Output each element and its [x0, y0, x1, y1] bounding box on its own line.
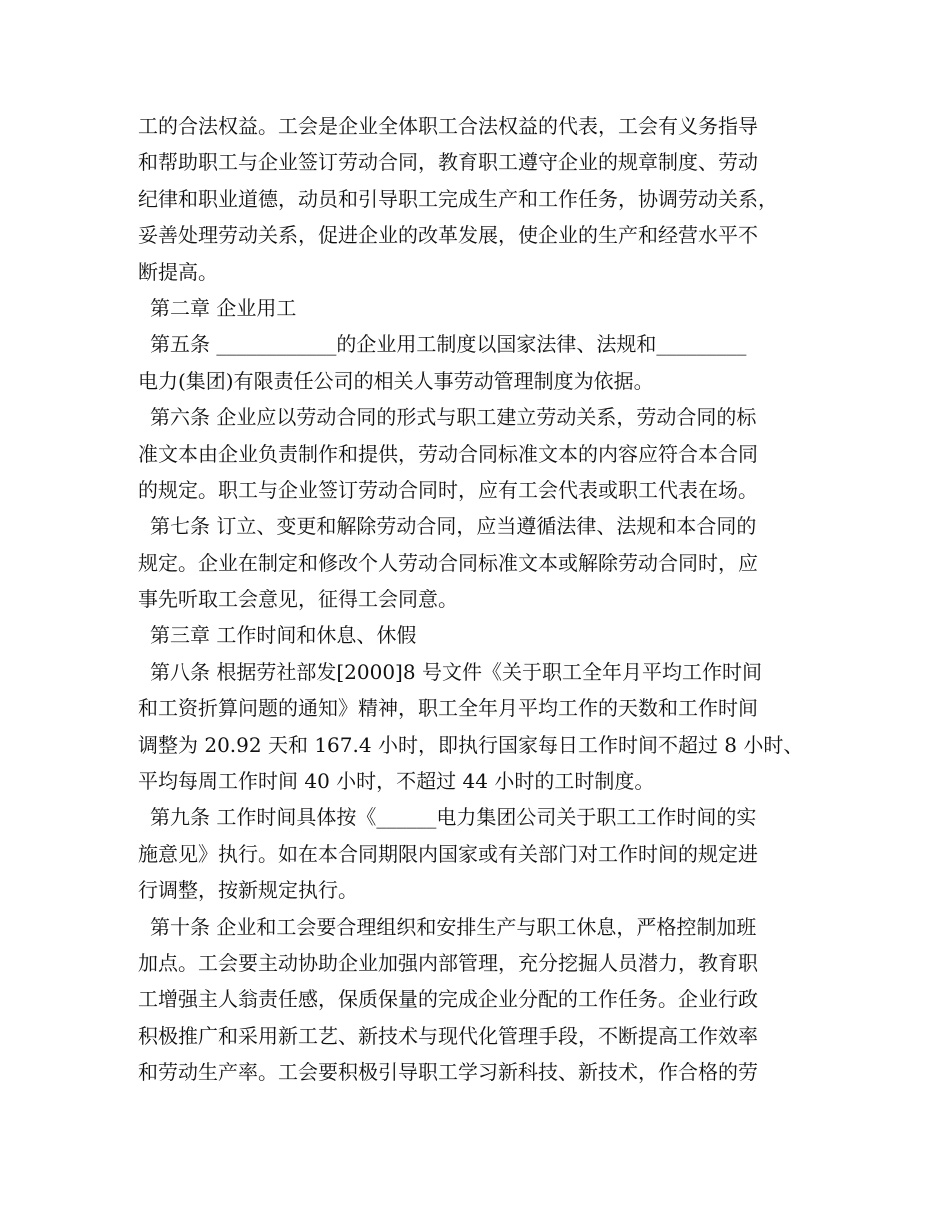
text-line: 第九条 工作时间具体按《______电力集团公司关于职工工作时间的实 [150, 805, 757, 830]
text-line: 第十条 企业和工会要合理组织和安排生产与职工休息，严格控制加班 [150, 914, 757, 939]
text-line: 调整为 20.92 天和 167.4 小时，即执行国家每日工作时间不超过 8 小时、 [138, 732, 804, 757]
document-body [138, 108, 828, 1091]
text-line: 事先听取工会意见，征得工会同意。 [138, 587, 458, 612]
text-line: 准文本由企业负责制作和提供，劳动合同标准文本的内容应符合本合同 [138, 441, 758, 466]
text-line: 第三章 工作时间和休息、休假 [150, 623, 417, 648]
text-line: 积极推广和采用新工艺、新技术与现代化管理手段，不断提高工作效率 [138, 1023, 758, 1048]
text-line: 妥善处理劳动关系，促进企业的改革发展，使企业的生产和经营水平不 [138, 223, 758, 248]
text-line: 行调整，按新规定执行。 [138, 878, 358, 903]
text-line: 第七条 订立、变更和解除劳动合同，应当遵循法律、法规和本合同的 [150, 514, 757, 539]
text-line: 第六条 企业应以劳动合同的形式与职工建立劳动关系，劳动合同的标 [150, 405, 757, 430]
text-line: 的规定。职工与企业签订劳动合同时，应有工会代表或职工代表在场。 [138, 477, 758, 502]
text-line: 和工资折算问题的通知》精神，职工全年月平均工作的天数和工作时间 [138, 696, 758, 721]
text-line: 第五条 ____________的企业用工制度以国家法律、法规和_________ [150, 332, 747, 357]
text-line: 和帮助职工与企业签订劳动合同，教育职工遵守企业的规章制度、劳动 [138, 150, 758, 175]
text-line: 工增强主人翁责任感，保质保量的完成企业分配的工作任务。企业行政 [138, 987, 758, 1012]
text-line: 第二章 企业用工 [150, 295, 297, 320]
text-line: 平均每周工作时间 40 小时，不超过 44 小时的工时制度。 [138, 769, 655, 794]
text-line: 施意见》执行。如在本合同期限内国家或有关部门对工作时间的规定进 [138, 841, 758, 866]
text-line: 断提高。 [138, 259, 218, 284]
text-line: 规定。企业在制定和修改个人劳动合同标准文本或解除劳动合同时，应 [138, 550, 758, 575]
text-line: 纪律和职业道德，动员和引导职工完成生产和工作任务，协调劳动关系， [138, 186, 778, 211]
text-line: 第八条 根据劳社部发[2000]8 号文件《关于职工全年月平均工作时间 [150, 659, 762, 684]
text-line: 和劳动生产率。工会要积极引导职工学习新科技、新技术，作合格的劳 [138, 1060, 758, 1085]
text-line: 加点。工会要主动协助企业加强内部管理，充分挖掘人员潜力，教育职 [138, 950, 758, 975]
text-line: 电力(集团)有限责任公司的相关人事劳动管理制度为依据。 [138, 368, 654, 393]
text-line: 工的合法权益。工会是企业全体职工合法权益的代表，工会有义务指导 [138, 114, 758, 138]
